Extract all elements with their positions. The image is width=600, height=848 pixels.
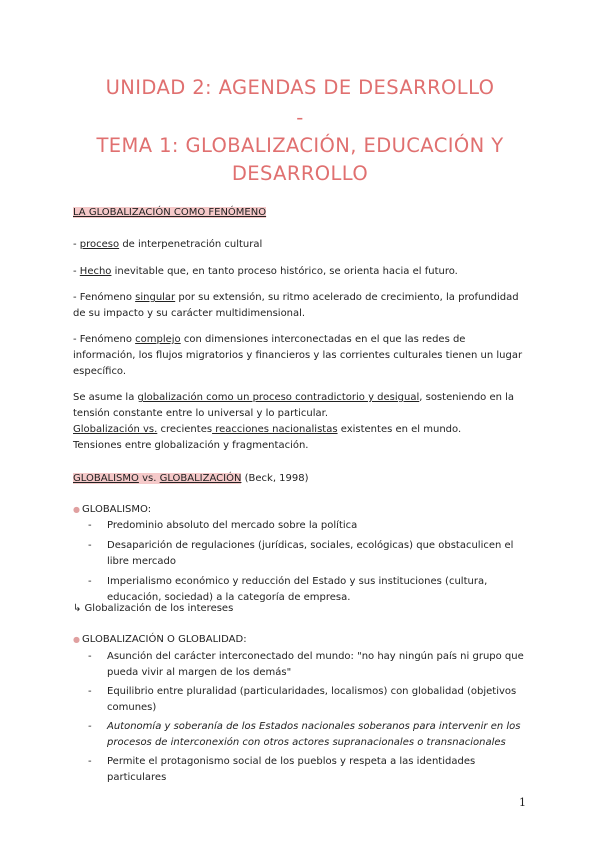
globalizacion-list: [88, 649, 528, 786]
globalizacion-label: ● GLOBALIZACIÓN O GLOBALIDAD:: [73, 634, 247, 645]
list-item: - Predominio absoluto del mercado sobre la política: [88, 518, 528, 534]
globalismo-label: ● GLOBALISMO:: [73, 504, 152, 515]
paragraph-tensiones: Tensiones entre globalización y fragmentación.: [73, 440, 309, 451]
globalismo-list: [88, 518, 528, 606]
circle-bullet-icon: ●: [73, 505, 80, 514]
list-item: - Imperialismo económico y reducción del Estado y sus instituciones (cultura, educación, sociedad) a la categoría de empresa.: [88, 574, 528, 606]
circle-bullet-icon: ●: [73, 635, 80, 644]
topic-title-line1: TEMA 1: GLOBALIZACIÓN, EDUCACIÓN Y: [96, 134, 504, 157]
section-heading-globalismo: GLOBALISMO vs. GLOBALIZACIÓN (Beck, 1998): [73, 473, 309, 484]
topic-title-line2: DESARROLLO: [231, 162, 369, 185]
paragraph-hecho: - Hecho inevitable que, en tanto proceso histórico, se orienta hacia el futuro.: [73, 266, 458, 277]
paragraph-contradictorio: Se asume la globalización como un proceso contradictorio y desigual, sosteniendo en la tensión constante entre lo universal y lo particular.: [73, 392, 515, 419]
list-item: - Asunción del carácter interconectado del mundo: "no hay ningún país ni grupo que pueda vivir al margen de los demás": [88, 649, 528, 681]
arrow-note: ↳ Globalización de los intereses: [73, 603, 234, 614]
list-item: - Equilibrio entre pluralidad (particularidades, localismos) con globalidad (objetivos comunes): [88, 684, 528, 716]
page-number: 1: [519, 796, 526, 809]
paragraph-singular: - Fenómeno singular por su extensión, su ritmo acelerado de crecimiento, la profundidad de su impacto y su carácter multidimensional.: [73, 292, 519, 319]
section-heading-globalizacion: LA GLOBALIZACIÓN COMO FENÓMENO: [73, 207, 267, 218]
paragraph-proceso: - proceso de interpenetración cultural: [73, 239, 263, 250]
list-item: - Desaparición de regulaciones (jurídicas, sociales, ecológicas) que obstaculicen el libre mercado: [88, 538, 528, 570]
unit-title: UNIDAD 2: AGENDAS DE DESARROLLO: [105, 76, 495, 99]
list-item: - Autonomía y soberanía de los Estados nacionales soberanos para intervenir en los procesos de interconexión con otros actores supranacionales o transnacionales: [88, 719, 528, 751]
title-dash: -: [296, 106, 304, 129]
list-item: - Permite el protagonismo social de los pueblos y respeta a las identidades particulares: [88, 754, 528, 786]
paragraph-complejo: - Fenómeno complejo con dimensiones interconectadas en el que las redes de información, los flujos migratorios y financieros y las corrientes culturales tienen un lugar específico.: [73, 334, 523, 377]
paragraph-nacionalismos: Globalización vs. crecientes reacciones nacionalistas existentes en el mundo.: [73, 424, 462, 435]
